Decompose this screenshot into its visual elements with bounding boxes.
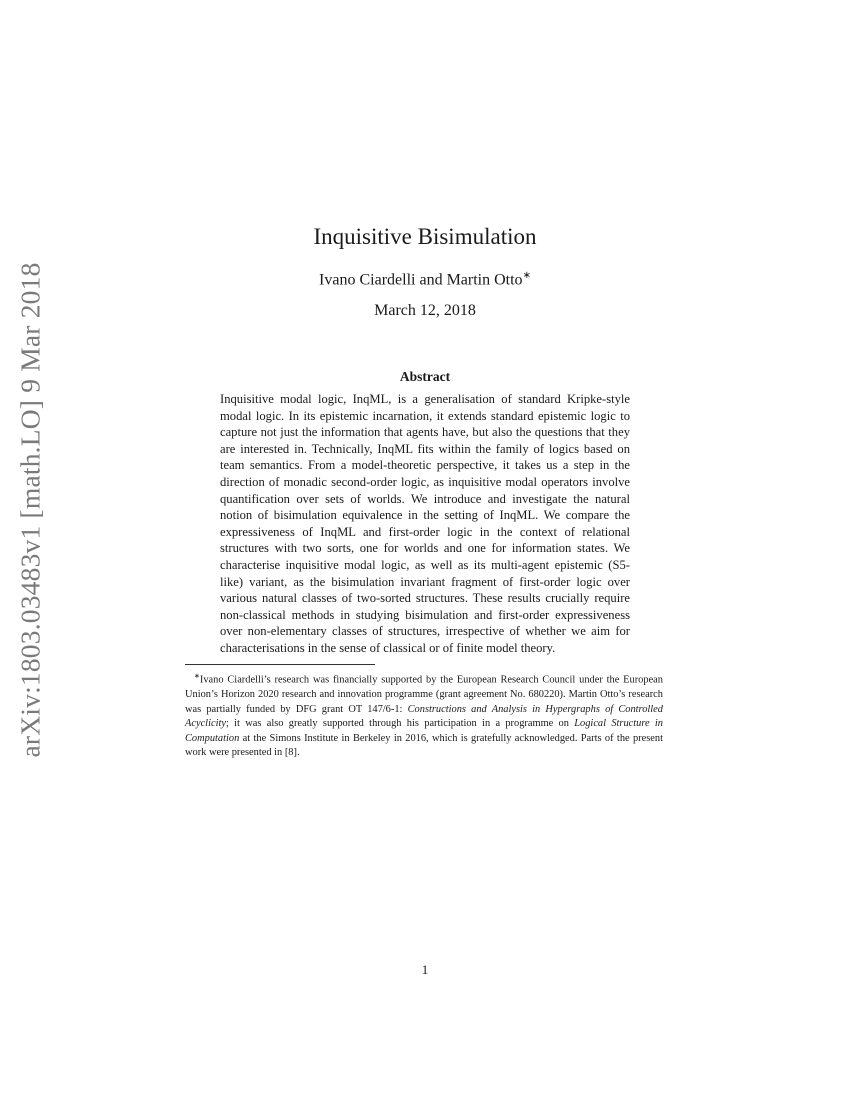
footnote-project-title: Constructions and Analysis in Hypergraphs of Controlled Acyclicity: [185, 703, 663, 730]
abstract-heading: Abstract: [399, 369, 451, 384]
author-names: Ivano Ciardelli and Martin Otto: [319, 271, 523, 289]
arxiv-identifier-stamp: [12, 250, 50, 770]
footnote-mark: ∗: [194, 672, 200, 680]
paper-date: March 12, 2018: [374, 302, 476, 319]
footnote-text-part-2: ; it was also greatly supported through his participation in a programme on: [225, 718, 575, 730]
footnote-text-part-3: at the Simons Institute in Berkeley in 2016, which is gratefully acknowledged. Parts of the present work were presented in [8].: [185, 732, 663, 759]
arxiv-identifier-text: arXiv:1803.03483v1 [math.LO] 9 Mar 2018: [15, 262, 46, 758]
footnote-divider: [185, 664, 375, 665]
author-footnote-mark[interactable]: ∗: [522, 270, 531, 281]
abstract-text: Inquisitive modal logic, InqML, is a generalisation of standard Kripke-style modal logic. In its epistemic incarnation, it extends standard epistemic logic to capture not just the information that agents have, but also the questions that they are interested in. Technically, InqML fits within the family of logics based on team semantics. From a model-theoretic perspective, it takes us a step in the direction of monadic second-order logic, as inquisitive modal operators involve quantification over sets of worlds. We introduce and investigate the natural notion of bisimulation equivalence in the setting of InqML. We compare the expressiveness of InqML and first-order logic in the context of relational structures with two sorts, one for worlds and one for information states. We characterise inquisitive modal logic, as well as its multi-agent epistemic (S5-like) variant, as the bisimulation invariant fragment of first-order logic over various natural classes of two-sorted structures. These results crucially require non-classical methods in studying bisimulation and first-order expressiveness over non-elementary classes of structures, irrespective of whether we aim for characterisations in the sense of classical or of finite model theory.: [220, 392, 630, 655]
paper-authors: [0, 270, 850, 289]
footnote-programme-title: Logical Structure in Computation: [185, 718, 663, 744]
footnote-text-part-1: Ivano Ciardelli’s research was financially supported by the European Research Council under the European Union’s Horizon 2020 research and innovation programme (grant agreement No. 680220). Martin Otto’s research was partially funded by DFG grant OT 147/6-1:: [185, 674, 663, 715]
funding-footnote: [185, 669, 663, 761]
paper-title: Inquisitive Bisimulation: [313, 224, 537, 249]
page-number: 1: [421, 962, 429, 977]
